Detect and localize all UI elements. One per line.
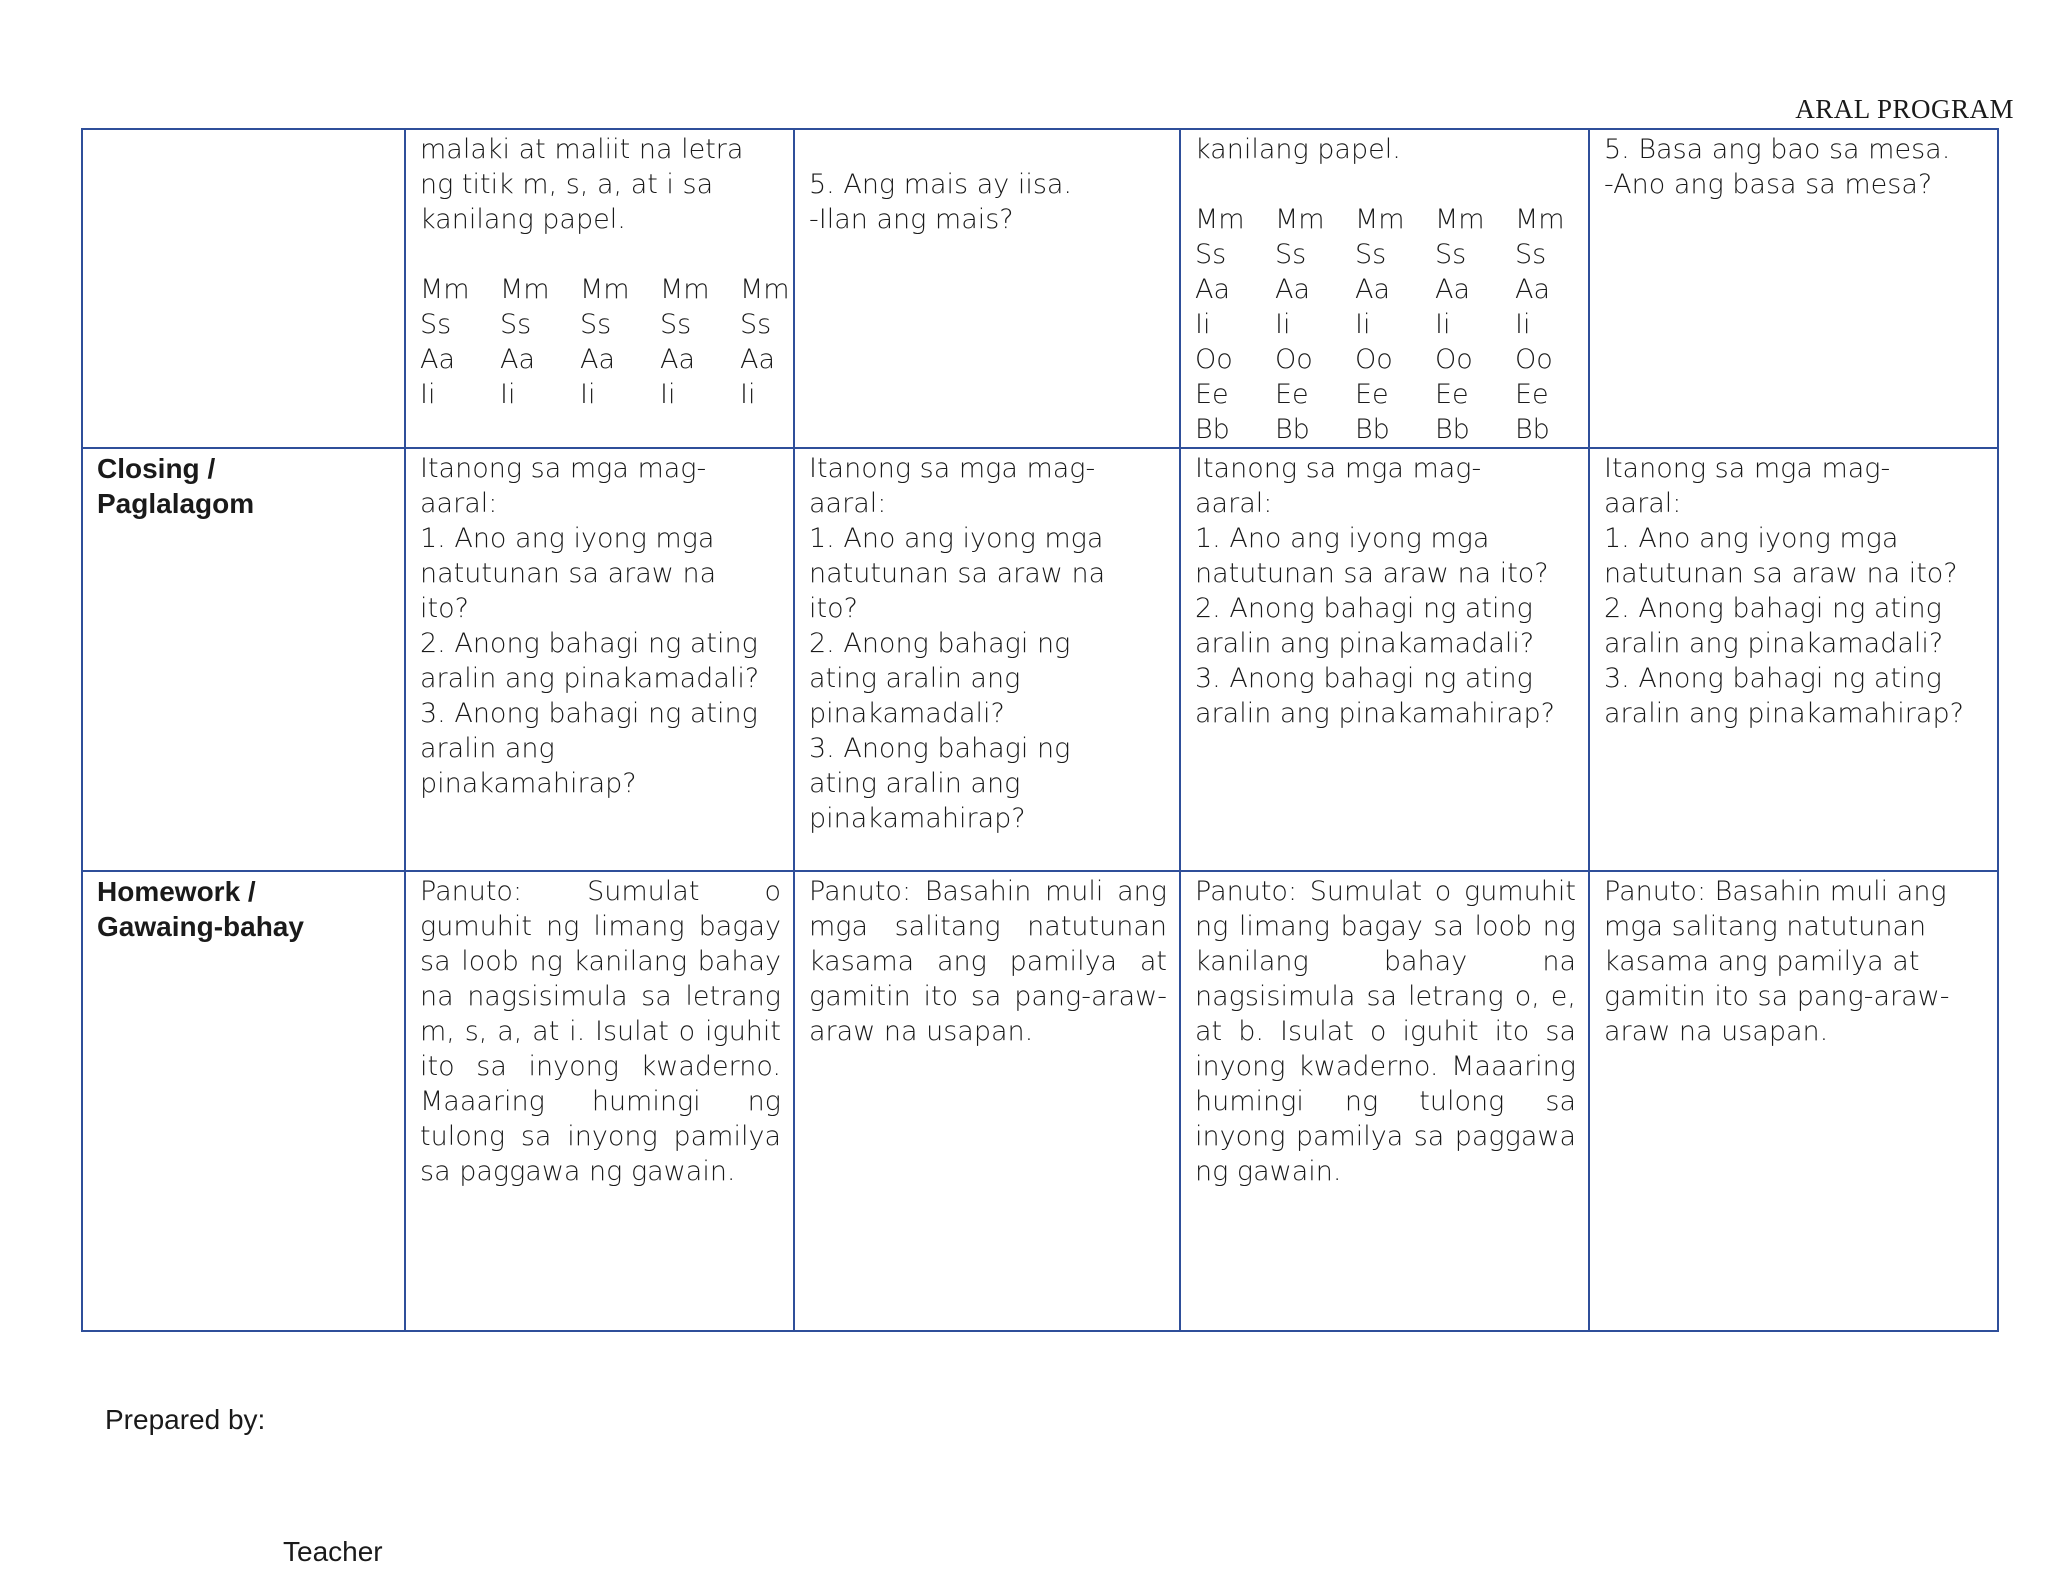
lesson-plan-table (81, 128, 1999, 1332)
cell-line: 2. Anong bahagi ng ating (420, 628, 758, 659)
letter-pair: Oo (1515, 344, 1553, 375)
table-row (82, 448, 1998, 871)
letter-grid (420, 272, 790, 412)
cell-line: 1. Ano ang iyong mga (809, 523, 1104, 554)
letter-pair: Ss (1195, 239, 1227, 270)
letter-pair: Ss (500, 309, 532, 340)
cell-line: natutunan sa araw na (420, 558, 717, 589)
cell-line: natutunan sa araw na (809, 558, 1106, 589)
cell-line: ito? (809, 593, 858, 624)
cell-line: pinakamahirap? (809, 803, 1026, 834)
top-row-cell-1 (405, 129, 794, 448)
letter-pair: Oo (1435, 344, 1473, 375)
letter-pair: Ss (740, 309, 772, 340)
cell-line: 3. Anong bahagi ng ating (1604, 663, 1942, 694)
cell-line: Panuto: Basahin muli ang (1604, 876, 1947, 907)
cell-line: 3. Anong bahagi ng ating (1195, 663, 1533, 694)
cell-line: ating aralin ang (809, 663, 1021, 694)
cell-line: aaral: (1195, 488, 1273, 519)
cell-line: 1. Ano ang iyong mga (420, 523, 715, 554)
cell-line: Itanong sa mga mag- (1604, 453, 1891, 484)
top-row-cell-2 (794, 129, 1180, 448)
label-line: Paglalagom (97, 488, 255, 519)
cell-line: mga salitang natutunan (1604, 911, 1927, 942)
homework-cell-4 (1589, 871, 1998, 1331)
letter-pair: Ii (1195, 309, 1211, 340)
cell-line: 3. Anong bahagi ng ating (420, 698, 758, 729)
letter-pair: Ss (580, 309, 612, 340)
homework-cell-1 (405, 871, 794, 1331)
cell-line: malaki at maliit na letra (420, 134, 744, 165)
letter-pair: Bb (1355, 414, 1390, 445)
letter-pair: Ii (1435, 309, 1451, 340)
top-row-cell-4 (1589, 129, 1998, 448)
letter-pair: Aa (580, 344, 616, 375)
cell-line: aralin ang pinakamadali? (420, 663, 760, 694)
cell-line: natutunan sa araw na ito? (1604, 558, 1958, 589)
letter-pair: Oo (1355, 344, 1393, 375)
closing-cell-1 (405, 448, 794, 871)
table-row (82, 129, 1998, 448)
letter-pair: Ss (1435, 239, 1467, 270)
letter-pair: Mm (1355, 204, 1405, 235)
cell-line: aralin ang pinakamahirap? (1195, 698, 1555, 729)
letter-grid (1195, 202, 1576, 447)
letter-pair: Ii (1515, 309, 1531, 340)
letter-pair: Mm (660, 274, 710, 305)
letter-pair: Ii (1355, 309, 1371, 340)
cell-line: ng titik m, s, a, at i sa (420, 169, 714, 200)
label-line: Homework / (97, 876, 256, 907)
letter-pair: Ii (420, 379, 436, 410)
cell-line: 5. Ang mais ay iisa. (809, 169, 1073, 200)
homework-cell-3 (1180, 871, 1589, 1331)
teacher-label: Teacher (283, 1536, 383, 1567)
letter-pair: Ee (1355, 379, 1389, 410)
letter-pair: Ss (1355, 239, 1387, 270)
letter-pair: Mm (1515, 204, 1565, 235)
cell-line: kasama ang pamilya at (1604, 946, 1920, 977)
letter-pair: Mm (1435, 204, 1485, 235)
cell-line: 5. Basa ang bao sa mesa. (1604, 134, 1951, 165)
letter-pair: Ee (1435, 379, 1469, 410)
cell-line: -Ilan ang mais? (809, 204, 1014, 235)
letter-pair: Aa (660, 344, 696, 375)
label-line: Gawaing-bahay (97, 911, 304, 942)
cell-line: Itanong sa mga mag- (420, 453, 707, 484)
letter-pair: Ee (1275, 379, 1309, 410)
label-line: Closing / (97, 453, 216, 484)
cell-line: aralin ang pinakamadali? (1604, 628, 1944, 659)
cell-line: gamitin ito sa pang-araw- (1604, 981, 1950, 1012)
letter-pair: Oo (1275, 344, 1313, 375)
cell-line: -Ano ang basa sa mesa? (1604, 169, 1933, 200)
cell-line: araw na usapan. (1604, 1016, 1829, 1047)
cell-line: 3. Anong bahagi ng (809, 733, 1071, 764)
row-label-homework (82, 871, 405, 1331)
cell-line: aralin ang (420, 733, 555, 764)
letter-pair: Ii (580, 379, 596, 410)
letter-pair: Mm (500, 274, 550, 305)
cell-line: pinakamadali? (809, 698, 1005, 729)
closing-cell-4 (1589, 448, 1998, 871)
letter-pair: Bb (1435, 414, 1470, 445)
letter-pair: Ii (660, 379, 676, 410)
cell-line: natutunan sa araw na ito? (1195, 558, 1549, 589)
letter-pair: Bb (1275, 414, 1310, 445)
letter-pair: Aa (1275, 274, 1311, 305)
cell-line: kanilang papel. (420, 204, 626, 235)
closing-cell-3 (1180, 448, 1589, 871)
letter-pair: Aa (740, 344, 776, 375)
letter-pair: Mm (740, 274, 790, 305)
cell-line: aaral: (1604, 488, 1682, 519)
letter-pair: Bb (1195, 414, 1230, 445)
cell-line: ito? (420, 593, 469, 624)
letter-pair: Aa (1435, 274, 1471, 305)
cell-line: Itanong sa mga mag- (809, 453, 1096, 484)
cell-line: aralin ang pinakamadali? (1195, 628, 1535, 659)
letter-pair: Ss (1275, 239, 1307, 270)
letter-pair: Ii (740, 379, 756, 410)
cell-line: 1. Ano ang iyong mga (1604, 523, 1899, 554)
letter-pair: Ii (500, 379, 516, 410)
letter-pair: Aa (500, 344, 536, 375)
letter-pair: Ss (420, 309, 452, 340)
cell-line: 2. Anong bahagi ng ating (1195, 593, 1533, 624)
table-row (82, 871, 1998, 1331)
program-label: ARAL PROGRAM (1795, 94, 2014, 124)
homework-cell-2 (794, 871, 1180, 1331)
homework-text: Panuto: Sumulat o gumuhit ng limang bagay sa loob ng kanilang bahay na nagsisimula sa letrang m, s, a, at i. Isulat o iguhit ito sa inyong kwaderno. Maaaring humingi ng tulong sa inyong pamilya sa paggawa ng gawain. (420, 876, 781, 1187)
letter-pair: Oo (1195, 344, 1233, 375)
letter-pair: Ss (660, 309, 692, 340)
prepared-by-label: Prepared by: (105, 1404, 266, 1435)
letter-pair: Ii (1275, 309, 1291, 340)
cell-line: pinakamahirap? (420, 768, 637, 799)
cell-line: ating aralin ang (809, 768, 1021, 799)
row-label-empty (82, 129, 405, 448)
top-row-cell-3 (1180, 129, 1589, 448)
letter-pair: Aa (1355, 274, 1391, 305)
closing-cell-2 (794, 448, 1180, 871)
cell-line: aralin ang pinakamahirap? (1604, 698, 1964, 729)
cell-line: kanilang papel. (1195, 134, 1401, 165)
cell-line: aaral: (809, 488, 887, 519)
homework-text: Panuto: Sumulat o gumuhit ng limang bagay sa loob ng kanilang bahay na nagsisimula sa letrang o, e, at b. Isulat o iguhit ito sa inyong kwaderno. Maaaring humingi ng tulong sa inyong pamilya sa paggawa ng gawain. (1195, 876, 1576, 1187)
letter-pair: Bb (1515, 414, 1550, 445)
letter-pair: Ss (1515, 239, 1547, 270)
row-label-closing (82, 448, 405, 871)
letter-pair: Aa (1195, 274, 1231, 305)
letter-pair: Aa (1515, 274, 1551, 305)
cell-line: 1. Ano ang iyong mga (1195, 523, 1490, 554)
cell-line: Itanong sa mga mag- (1195, 453, 1482, 484)
homework-text: Panuto: Basahin muli ang mga salitang natutunan kasama ang pamilya at gamitin ito sa pang-araw-araw na usapan. (809, 876, 1167, 1047)
letter-pair: Aa (420, 344, 456, 375)
cell-line: 2. Anong bahagi ng (809, 628, 1071, 659)
letter-pair: Mm (580, 274, 630, 305)
cell-line: 2. Anong bahagi ng ating (1604, 593, 1942, 624)
letter-pair: Ee (1195, 379, 1229, 410)
letter-pair: Mm (1275, 204, 1325, 235)
letter-pair: Mm (420, 274, 470, 305)
cell-line: aaral: (420, 488, 498, 519)
letter-pair: Ee (1515, 379, 1549, 410)
letter-pair: Mm (1195, 204, 1245, 235)
